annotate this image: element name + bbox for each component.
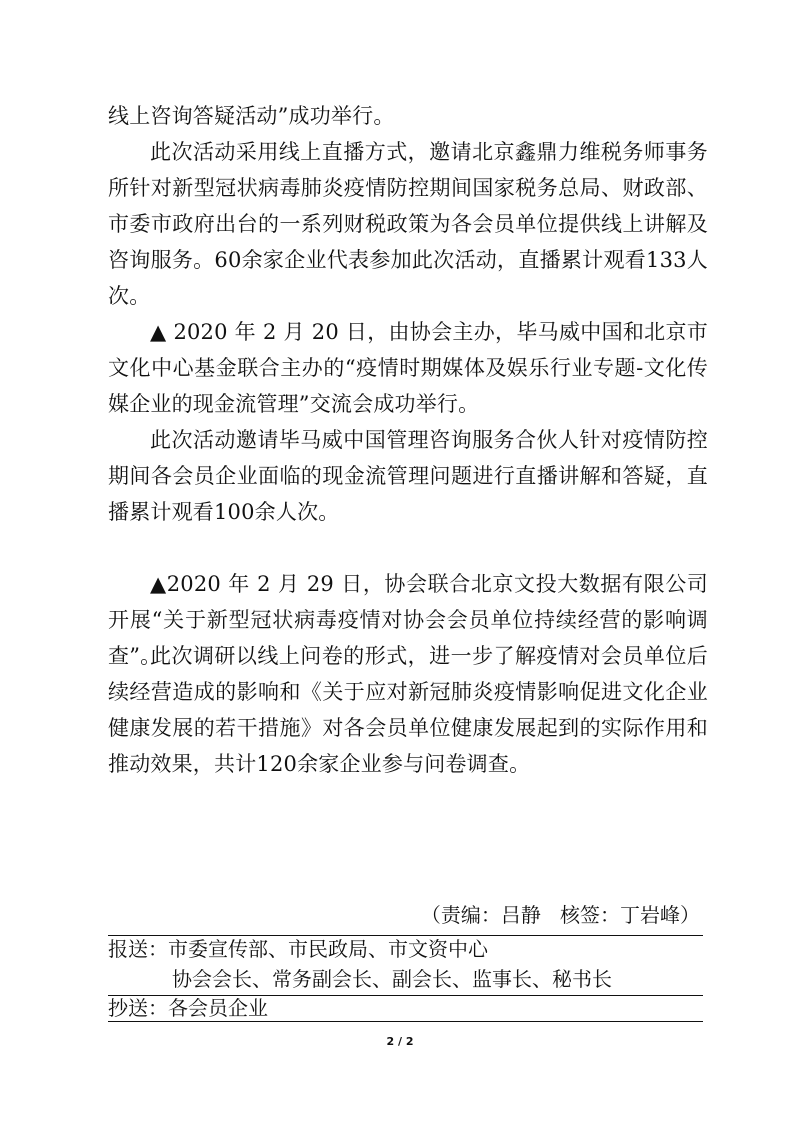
page-number: 2 / 2 xyxy=(386,1035,414,1048)
paragraph-survey-details: 此次调研以线上问卷的形式，进一步了解疫情对会员单位后续经营造成的影响和《关于应对新冠肺炎疫情影响促进文化企业健康发展的若干措施》对各会员单位健康发展起到的实际作用和推动效果，共计120余家企业参与问卷调查。 xyxy=(108,644,708,776)
report-to-line-1: 报送：市委宣传部、市民政局、市文资中心 xyxy=(108,937,488,961)
paragraph-survey-event: ▲2020 年 2 月 29 日，协会联合北京文投大数据有限公司开展“关于新型冠状病毒疫情对协会会员单位持续经营的影响调查”。 xyxy=(108,572,708,668)
editor-signoff: （责编：吕静 核签：丁岩峰） xyxy=(420,903,700,927)
paragraph-kpmg-details: 此次活动邀请毕马威中国管理咨询服务合伙人针对疫情防控期间各会员企业面临的现金流管理问题进行直播讲解和答疑，直播累计观看100余人次。 xyxy=(108,428,708,524)
paragraph-kpmg-event: ▲ 2020 年 2 月 20 日，由协会主办，毕马威中国和北京市文化中心基金联合主办的“疫情时期媒体及娱乐行业专题-文化传媒企业的现金流管理”交流会成功举行。 xyxy=(108,320,708,416)
paragraph-activity-title-end: 线上咨询答疑活动”成功举行。 xyxy=(108,104,395,128)
cc-line: 抄送：各会员企业 xyxy=(108,996,268,1020)
paragraph-tax-consultation: 此次活动采用线上直播方式，邀请北京鑫鼎力维税务师事务所针对新型冠状病毒肺炎疫情防控期间国家税务总局、财政部、市委市政府出台的一系列财税政策为各会员单位提供线上讲解及咨询服务。60余家企业代表参加此次活动，直播累计观看133人次。 xyxy=(108,140,708,308)
report-to-line-2: 协会会长、常务副会长、副会长、监事长、秘书长 xyxy=(172,967,612,991)
footer-divider-bottom xyxy=(108,1021,703,1022)
